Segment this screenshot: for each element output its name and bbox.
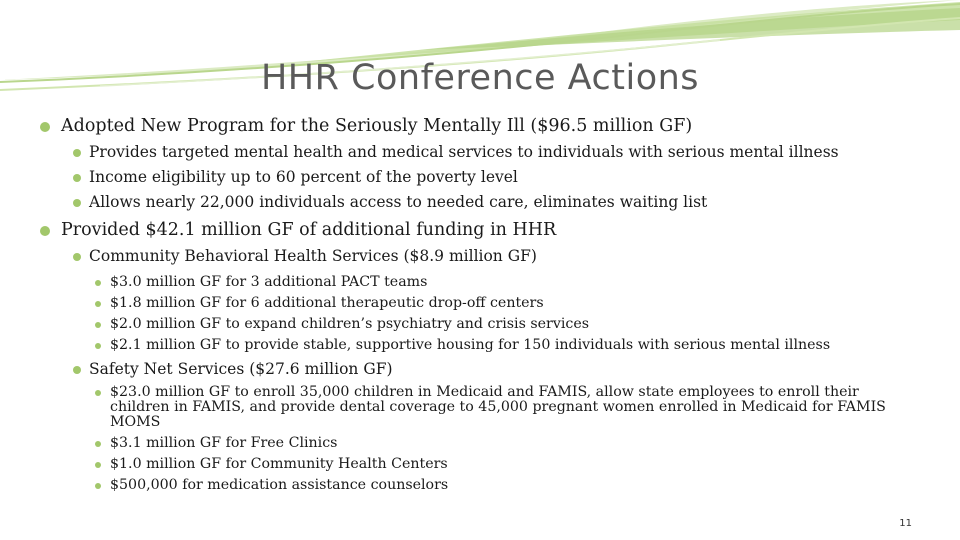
bullet-dot-icon [73,366,81,374]
slide-title: HHR Conference Actions [260,58,700,98]
bullet-l3 [0,385,960,430]
bullet-text: $1.0 million GF for Community Health Centers [110,456,448,472]
page-number: 11 [899,518,912,529]
bullet-dot-icon [95,462,101,468]
bullet-text: Allows nearly 22,000 individuals access to needed care, eliminates waiting list [89,193,708,211]
bullet-l2 [0,144,960,161]
bullet-text: $1.8 million GF for 6 additional therapeutic drop-off centers [110,295,544,311]
bullet-l3 [0,478,960,493]
bullet-dot-icon [95,390,101,396]
bullet-text: Provides targeted mental health and medical services to individuals with serious mental illness [89,143,839,161]
bullet-dot-icon [73,149,81,157]
bullet-text: Safety Net Services ($27.6 million GF) [89,360,393,378]
bullet-text: Community Behavioral Health Services ($8.9 million GF) [89,247,537,265]
bullet-text: $2.1 million GF to provide stable, supportive housing for 150 individuals with serious mental illness [110,337,831,353]
bullet-dot-icon [95,301,101,307]
bullet-l3 [0,436,960,451]
bullet-dot-icon [73,174,81,182]
bullet-text: Adopted New Program for the Seriously Mentally Ill ($96.5 million GF) [61,116,693,136]
bullet-text: $3.1 million GF for Free Clinics [110,435,338,451]
bullet-l2 [0,194,960,211]
bullet-l3 [0,338,960,353]
bullet-l2 [0,169,960,186]
bullet-text: Income eligibility up to 60 percent of the poverty level [89,168,518,186]
bullet-dot-icon [95,483,101,489]
bullet-text: Provided $42.1 million GF of additional funding in HHR [61,220,557,240]
bullet-l3 [0,457,960,472]
bullet-text: $2.0 million GF to expand children’s psychiatry and crisis services [110,316,590,332]
bullet-l1 [0,114,960,138]
bullet-text: $500,000 for medication assistance counselors [110,477,449,493]
bullet-dot-icon [40,226,50,236]
bullet-dot-icon [95,343,101,349]
bullet-l3 [0,275,960,290]
slide-content [0,114,960,493]
bullet-dot-icon [95,280,101,286]
bullet-l2 [0,361,960,378]
bullet-dot-icon [95,441,101,447]
bullet-l2 [0,248,960,265]
bullet-l3 [0,296,960,311]
bullet-l1 [0,218,960,242]
bullet-text: $23.0 million GF to enroll 35,000 children in Medicaid and FAMIS, allow state employees to enroll their children in FAMIS, and provide dental coverage to 45,000 pregnant women enrolled in Medicaid for FAMIS MOMS [110,384,886,430]
bullet-dot-icon [73,199,81,207]
bullet-dot-icon [95,322,101,328]
bullet-dot-icon [40,122,50,132]
bullet-text: $3.0 million GF for 3 additional PACT teams [110,274,428,290]
bullet-l3 [0,317,960,332]
bullet-dot-icon [73,253,81,261]
